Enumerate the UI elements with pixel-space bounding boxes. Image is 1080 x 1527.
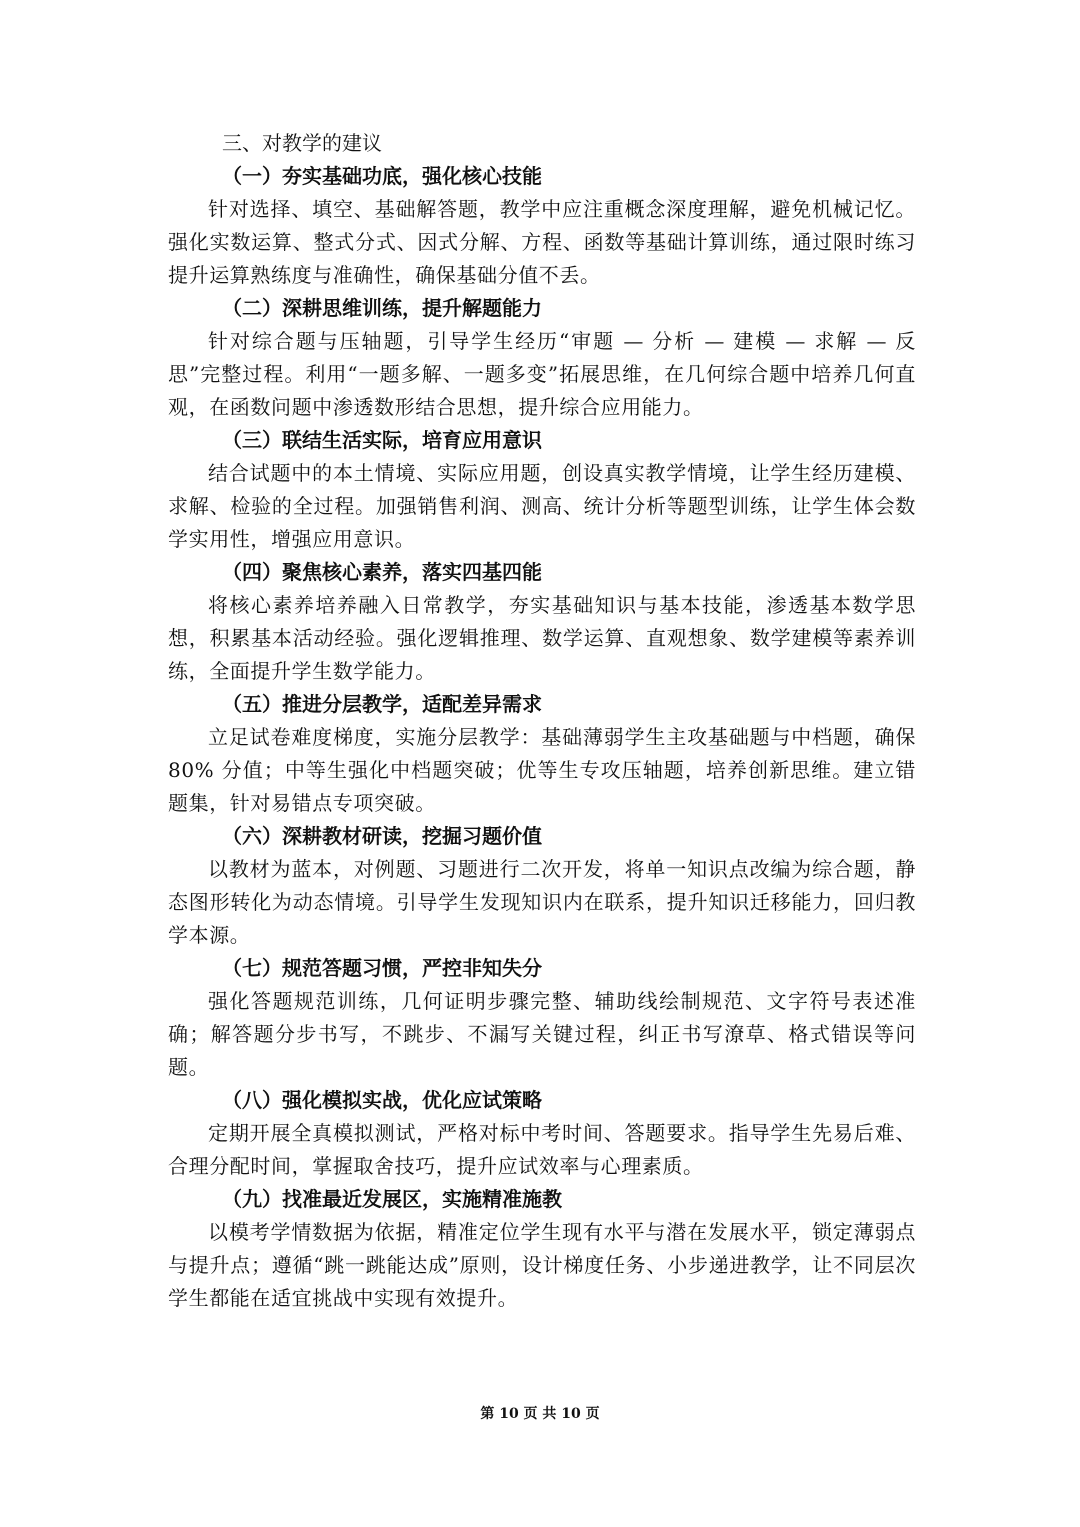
- paragraph-9: 以模考学情数据为依据，精准定位学生现有水平与潜在发展水平，锁定薄弱点与提升点；遵循“跳一跳能达成”原则，设计梯度任务、小步递进教学，让不同层次学生都能在适宜挑战中实现有效提升。: [168, 1220, 916, 1310]
- sub-heading-3: （三）联结生活实际，培育应用意识: [222, 428, 542, 452]
- sub-heading-6: （六）深耕教材研读，挖掘习题价值: [222, 824, 542, 848]
- paragraph-8: 定期开展全真模拟测试，严格对标中考时间、答题要求。指导学生先易后难、合理分配时间，掌握取舍技巧，提升应试效率与心理素质。: [168, 1121, 916, 1178]
- sub-heading-1: （一）夯实基础功底，强化核心技能: [222, 164, 542, 188]
- sub-heading-9: （九）找准最近发展区，实施精准施教: [222, 1187, 562, 1211]
- paragraph-3: 结合试题中的本土情境、实际应用题，创设真实教学情境，让学生经历建模、求解、检验的全过程。加强销售利润、测高、统计分析等题型训练，让学生体会数学实用性，增强应用意识。: [168, 461, 916, 551]
- sub-heading-4: （四）聚焦核心素养，落实四基四能: [222, 560, 542, 584]
- paragraph-5: 立足试卷难度梯度，实施分层教学：基础薄弱学生主攻基础题与中档题，确保 80% 分值；中等生强化中档题突破；优等生专攻压轴题，培养创新思维。建立错题集，针对易错点专项突破。: [168, 725, 916, 815]
- paragraph-6: 以教材为蓝本，对例题、习题进行二次开发，将单一知识点改编为综合题，静态图形转化为动态情境。引导学生发现知识内在联系，提升知识迁移能力，回归教学本源。: [168, 857, 916, 947]
- paragraph-1: 针对选择、填空、基础解答题，教学中应注重概念深度理解，避免机械记忆。强化实数运算、整式分式、因式分解、方程、函数等基础计算训练，通过限时练习提升运算熟练度与准确性，确保基础分值不丢。: [168, 197, 916, 287]
- sub-heading-5: （五）推进分层教学，适配差异需求: [222, 692, 542, 716]
- paragraph-4: 将核心素养培养融入日常教学，夯实基础知识与基本技能，渗透基本数学思想，积累基本活动经验。强化逻辑推理、数学运算、直观想象、数学建模等素养训练，全面提升学生数学能力。: [168, 593, 916, 683]
- page-number-footer: 第 10 页 共 10 页: [480, 1406, 600, 1422]
- section-title: 三、对教学的建议: [222, 131, 382, 155]
- document-page: [168, 127, 916, 1315]
- paragraph-7: 强化答题规范训练，几何证明步骤完整、辅助线绘制规范、文字符号表述准确；解答题分步书写，不跳步、不漏写关键过程，纠正书写潦草、格式错误等问题。: [168, 989, 916, 1079]
- sub-heading-7: （七）规范答题习惯，严控非知失分: [222, 956, 542, 980]
- sub-heading-8: （八）强化模拟实战，优化应试策略: [222, 1088, 542, 1112]
- paragraph-2: 针对综合题与压轴题，引导学生经历“审题 — 分析 — 建模 — 求解 — 反思”完整过程。利用“一题多解、一题多变”拓展思维，在几何综合题中培养几何直观，在函数问题中渗透数形结合思想，提升综合应用能力。: [168, 329, 916, 419]
- sub-heading-2: （二）深耕思维训练，提升解题能力: [222, 296, 542, 320]
